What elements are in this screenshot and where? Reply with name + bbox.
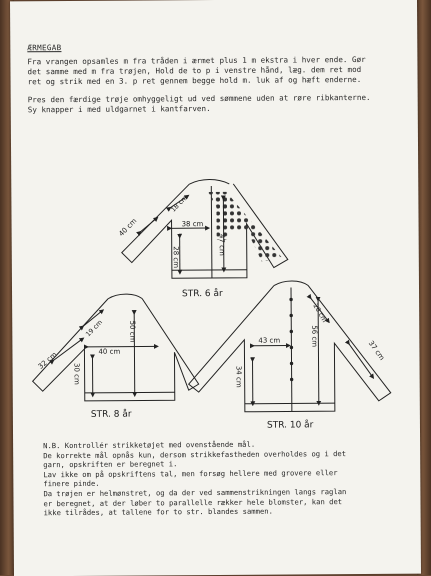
text-line: Pres den færdige trøje omhyggeligt ud ved sømmene uden at røre ribkanterne.	[28, 93, 371, 105]
text-line: ret og strik med en 3. p ret gennem begge hold m. luk af og hæft enderne.	[28, 75, 366, 87]
measure-label: 20 cm	[311, 302, 328, 324]
measure-label: 32 cm	[37, 350, 59, 370]
text-line: N.B. Kontrollér strikketøjet med ovenstående mål.	[43, 439, 346, 451]
measure-label: 56 cm	[310, 325, 318, 347]
measure-label: 47 cm	[218, 234, 226, 256]
measure-label: 38 cm	[182, 220, 204, 228]
measure-label: 40 cm	[117, 217, 138, 238]
diagram-size-10	[188, 280, 391, 412]
text-line: garn, opskriften er beregnet i.	[43, 458, 346, 470]
measure-label: 37 cm	[367, 339, 386, 362]
measure-label: 43 cm	[258, 337, 280, 345]
text-line: De korrekte mål opnås kun, dersom strikkefastheden overholdes og i det	[43, 449, 346, 461]
measure-label: 34 cm	[235, 366, 243, 388]
notes-block	[43, 439, 346, 518]
text-line: Da trøjen er helmønstret, og da der ved sammenstrikningen langs raglan	[43, 487, 346, 499]
diagram-caption: STR. 10 år	[267, 419, 314, 430]
diagram-caption: STR. 6 år	[182, 288, 223, 299]
measure-label: 19 cm	[84, 318, 104, 338]
measure-label: 50 cm	[128, 321, 136, 343]
measure-label: 28 cm	[172, 246, 180, 268]
measure-label: 18 cm	[169, 194, 189, 214]
text-line: Fra vrangen opsamles m fra tråden i ærmet plus 1 m ekstra i hver ende. Gør	[27, 55, 365, 67]
text-line: er beregnet, at der løber to parallelle rækker hele blomster, kan det	[43, 497, 346, 509]
text-line: Sy knapper i med uldgarnet i kantfarven.	[28, 103, 371, 115]
text-line: ikke tilrådes, at tallene for to str. blandes sammen.	[44, 506, 347, 518]
text-line: det samme med m fra trøjen, Hold de to p i venstre hånd, læg. dem ret mod	[27, 65, 365, 77]
measure-label: 30 cm	[73, 363, 81, 385]
diagram-caption: STR. 8 år	[91, 409, 132, 420]
text-line: finere pinde.	[43, 477, 346, 489]
diagram-size-6	[121, 179, 288, 279]
text-line: Lav ikke om på opskriftens tal, men forsøg hellere med grovere eller	[43, 468, 346, 480]
measure-label: 40 cm	[98, 348, 120, 356]
pattern-page	[10, 0, 421, 576]
section-heading: ÆRMEGAB	[27, 43, 61, 53]
